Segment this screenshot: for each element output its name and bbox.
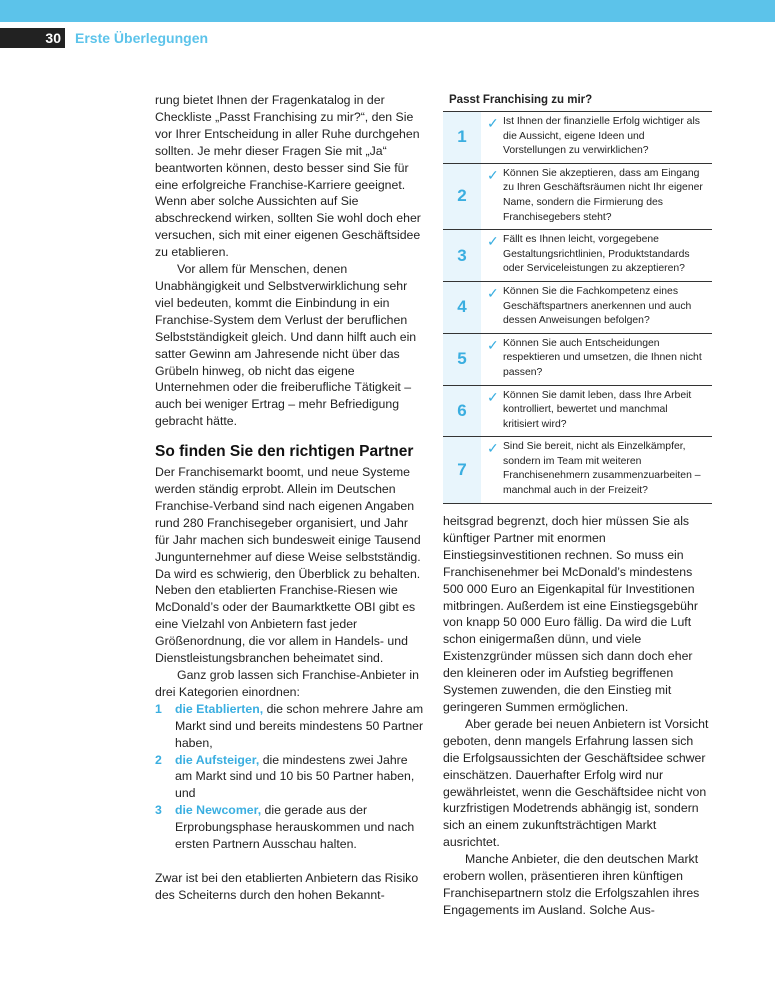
- checklist-row: [443, 282, 712, 334]
- checklist-question: Können Sie akzeptieren, dass am Eingang zu Ihren Geschäftsräumen nicht Ihr eigener Name, sondern die Firmierung des Franchisegebers steht?: [503, 167, 703, 223]
- paragraph: Der Franchisemarkt boomt, und neue Systeme werden ständig erprobt. Allein im Deutschen Franchise-Verband sind nach eigenen Angaben rund 280 Franchisegeber organisiert, und Jahr für Jahr machen sich bundesweit einige Tausend Jungunternehmer auf diese Weise selbstständig. Da wird es schwierig, den Überblick zu behalten. Neben den etablierten Franchise-Riesen wie McDonald’s oder der Baumarktkette OBI gibt es eine Vielzahl von Anbietern fast jeder Größenordnung, die vor allem in Handels- und Dienstleistungsbranchen beheimatet sind.: [155, 465, 421, 666]
- check-icon: ✓: [487, 115, 499, 131]
- checklist-question: Können Sie damit leben, dass Ihre Arbeit kontrolliert, bewertet und manchmal kritisiert wird?: [503, 389, 692, 430]
- checklist-row: [443, 437, 712, 503]
- page-header: [0, 28, 775, 48]
- checklist-number: 2: [443, 164, 481, 229]
- category-item: [155, 802, 425, 853]
- check-icon: ✓: [487, 336, 499, 353]
- category-number: 2: [155, 752, 162, 767]
- spacer: [155, 853, 425, 870]
- category-term: die Newcomer,: [175, 803, 262, 818]
- paragraph: Aber gerade bei neuen Anbietern ist Vorsicht geboten, denn mangels Erfahrung lassen sich die Erfolgsaussichten der Geschäftsidee schwer einschätzen. Dauerhafter Erfolg wird nur gewährleistet, wenn die Geschäftsidee nicht von kurzfristigen Modetrends abhängig ist, sondern sich an einem zukunftsträchtigen Markt ausrichtet.: [443, 716, 709, 850]
- checklist-row: [443, 230, 712, 282]
- checklist-row: [443, 164, 712, 230]
- paragraph: Zwar ist bei den etablierten Anbietern das Risiko des Scheiterns durch den hohen Bekannt-: [155, 870, 419, 902]
- check-icon: ✓: [487, 284, 499, 301]
- check-icon: ✓: [487, 388, 499, 405]
- checklist-row: [443, 386, 712, 438]
- checklist-question: Ist Ihnen der finanzielle Erfolg wichtiger als die Aussicht, eigene Ideen und Vorstellungen zu verwirklichen?: [503, 116, 700, 157]
- paragraph: rung bietet Ihnen der Fragenkatalog in der Checkliste „Passt Franchising zu mir?“, den Sie vor Ihrer Entscheidung in aller Ruhe durchgehen sollten. Je mehr dieser Fragen Sie mit „Ja“ beantworten können, desto besser sind Sie für eine erfolgreiche Franchise-Karriere geeignet. Wenn aber solche Aussichten auf Sie abschreckend wirken, sollten Sie wohl doch eher versuchen, sich mit einer eigenen Geschäftsidee zu etablieren.: [155, 93, 421, 260]
- paragraph: Ganz grob lassen sich Franchise-Anbieter in drei Kategorien einordnen:: [155, 668, 419, 699]
- checklist-number: 3: [443, 230, 481, 281]
- page-number: 30: [0, 28, 65, 48]
- chapter-title: Erste Überlegungen: [75, 30, 209, 46]
- checklist-number: 5: [443, 334, 481, 385]
- checklist-question: Sind Sie bereit, nicht als Einzelkämpfer, sondern im Team mit weiteren Franchisenehmern zusammenzuarbeiten – manchmal auch in der Freizeit?: [503, 441, 701, 497]
- paragraph: heitsgrad begrenzt, doch hier müssen Sie als künftiger Partner mit enormen Einstiegsinvestitionen rechnen. So muss ein Franchisenehmer bei McDonald’s mindestens 500 000 Euro an Eigenkapital für Investitionen mitbringen. Außerdem ist eine Einstiegsgebühr von knapp 50 000 Euro fällig. Da wird die Luft schon einigermaßen dünn, und viele Existenzgründer müssen sich dann doch eher den kleineren oder im Aufstieg begriffenen Systemen zuwenden, die den Einstieg mit geringeren Summen ermöglichen.: [443, 514, 698, 714]
- checklist-number: 7: [443, 437, 481, 502]
- category-text: die gerade aus der Erprobungsphase herauskommen und nach ersten Partnern Ausschau halten.: [175, 803, 415, 852]
- section-heading: So finden Sie den richtigen Partner: [155, 443, 414, 461]
- category-term: die Etablierten,: [175, 701, 264, 716]
- category-list: [155, 701, 425, 853]
- paragraph: Vor allem für Menschen, denen Unabhängigkeit und Selbstverwirklichung sehr viel bedeuten, kommt die Einbindung in ein Franchise-System dem Verlust der beruflichen Selbstständigkeit gleich. Und dann hilft auch ein satter Gewinn am Jahresende nicht über das Grübeln hinweg, ob nicht das eigene Unternehmen oder die freiberufliche Tätigkeit – auch bei weniger Ertrag – mehr Befriedigung gebracht hätte.: [155, 262, 417, 429]
- check-icon: ✓: [487, 166, 499, 183]
- category-text: die mindestens zwei Jahre am Markt sind und 10 bis 50 Partner haben, und: [175, 752, 415, 801]
- checklist-question: Können Sie die Fachkompetenz eines Geschäftspartners anerkennen und auch dessen Anweisungen befolgen?: [503, 285, 692, 327]
- category-item: [155, 701, 425, 752]
- checklist-title: Passt Franchising zu mir?: [449, 94, 593, 106]
- checklist-table: [443, 111, 712, 504]
- checklist-row: [443, 334, 712, 386]
- category-number: 3: [155, 803, 162, 818]
- checklist-box: [443, 92, 712, 504]
- check-icon: ✓: [487, 440, 499, 457]
- checklist-number: 4: [443, 282, 481, 333]
- category-term: die Aufsteiger,: [175, 752, 260, 767]
- paragraph: Manche Anbieter, die den deutschen Markt erobern wollen, präsentieren ihren künftigen Franchisepartnern stolz die Erfolgszahlen ihres Engagements im Ausland. Solche Aus-: [443, 852, 700, 917]
- checklist-number: 1: [443, 112, 481, 163]
- left-column: [155, 92, 425, 904]
- right-column: [443, 513, 713, 919]
- top-accent-bar: [0, 0, 775, 22]
- check-icon: ✓: [487, 233, 499, 250]
- checklist-question: Können Sie auch Entscheidungen respektieren und umsetzen, die Ihnen nicht passen?: [503, 337, 702, 378]
- checklist-row: [443, 112, 712, 164]
- category-text: die schon mehrere Jahre am Markt sind und bereits mindestens 50 Partner haben,: [175, 701, 424, 750]
- category-item: [155, 752, 425, 803]
- checklist-question: Fällt es Ihnen leicht, vorgegebene Gestaltungsrichtlinien, Produktstandards oder Serviceleistungen zu akzeptieren?: [503, 234, 690, 275]
- category-number: 1: [155, 701, 162, 716]
- checklist-number: 6: [443, 386, 481, 437]
